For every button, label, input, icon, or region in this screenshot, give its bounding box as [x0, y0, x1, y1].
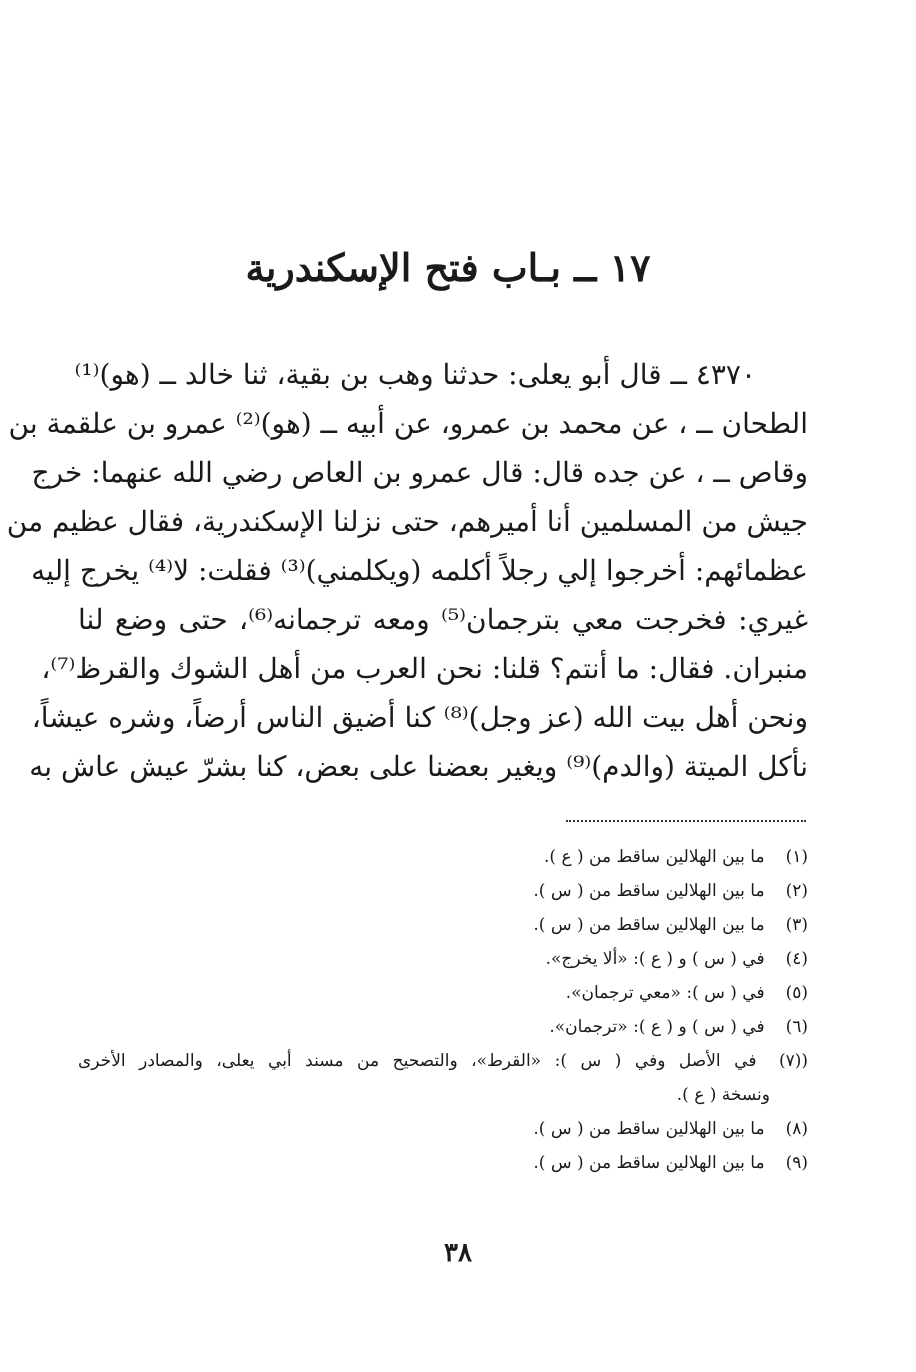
- footnote-item: [78, 908, 808, 942]
- footnote-number: (٤): [785, 949, 808, 969]
- footnote-text: في ( س ) و ( ع ): «ألا يخرج».: [545, 949, 765, 969]
- footnote-item: [78, 840, 808, 874]
- body-line: ونحن أهل بيت الله (عز وجل)⁽⁸⁾ كنا أضيق الناس أرضاً، وشره عيشاً،: [31, 701, 808, 734]
- footnote-number: (٢): [785, 881, 808, 901]
- footnote-number: (٨): [785, 1119, 808, 1139]
- footnote-number: (٦): [785, 1017, 808, 1037]
- body-line: ٤٣٧٠ ــ قال أبو يعلى: حدثنا وهب بن بقية، ثنا خالد ــ (هو)⁽¹⁾: [74, 358, 756, 391]
- body-line: جيش من المسلمين أنا أميرهم، حتى نزلنا الإسكندرية، فقال عظيم من: [6, 505, 808, 538]
- footnote-separator: [566, 820, 806, 822]
- body-line: الطحان ــ ، عن محمد بن عمرو، عن أبيه ــ (هو)⁽²⁾ عمرو بن علقمة بن: [8, 407, 808, 440]
- footnote-item: [78, 942, 808, 976]
- footnote-text: ما بين الهلالين ساقط من ( س ).: [533, 915, 765, 935]
- footnote-item: [78, 1010, 808, 1044]
- footnote-text: ما بين الهلالين ساقط من ( س ).: [533, 1119, 765, 1139]
- footnote-text: ما بين الهلالين ساقط من ( س ).: [533, 1153, 765, 1173]
- footnote-item: [78, 976, 808, 1010]
- page-number: ٣٨: [444, 1238, 472, 1268]
- footnote-number: (١): [785, 847, 808, 867]
- footnote-number: ((٧): [778, 1051, 808, 1071]
- body-line: منبران. فقال: ما أنتم؟ قلنا: نحن العرب من أهل الشوك والقرظ⁽⁷⁾،: [41, 652, 808, 685]
- footnote-item: [78, 874, 808, 908]
- footnote-text: ما بين الهلالين ساقط من ( ع ).: [544, 847, 765, 867]
- footnote-text: في ( س ) و ( ع ): «ترجمان».: [549, 1017, 765, 1037]
- footnote-text: في الأصل وفي ( س ): «القرط»، والتصحيح من مسند أبي يعلى، والمصادر الأخرى: [78, 1051, 757, 1071]
- body-line: نأكل الميتة (والدم)⁽⁹⁾ ويغير بعضنا على بعض، كنا بشرّ عيش عاش به: [29, 750, 808, 783]
- footnotes-section: [78, 840, 808, 1180]
- footnote-number: (٣): [785, 915, 808, 935]
- body-line: غيري: فخرجت معي بترجمان⁽⁵⁾ ومعه ترجمانه⁽⁶⁾، حتى وضع لنا: [78, 603, 808, 636]
- body-line: عظمائهم: أخرجوا إلي رجلاً أكلمه (ويكلمني)⁽³⁾ فقلت: لا⁽⁴⁾ يخرج إليه: [31, 554, 808, 587]
- footnote-text: ونسخة ( ع ).: [676, 1085, 770, 1105]
- footnote-text: ما بين الهلالين ساقط من ( س ).: [533, 881, 765, 901]
- footnote-number: (٩): [785, 1153, 808, 1173]
- hadith-body: [6, 350, 808, 791]
- body-line: وقاص ــ ، عن جده قال: قال عمرو بن العاص رضي الله عنهما: خرج: [31, 456, 808, 489]
- footnote-item: [78, 1112, 808, 1146]
- footnote-item: [78, 1146, 808, 1180]
- footnote-item: [78, 1044, 808, 1078]
- footnote-number: (٥): [785, 983, 808, 1003]
- chapter-title: ١٧ ــ بـاب فتح الإسكندرية: [245, 245, 651, 290]
- footnote-continuation: [78, 1078, 808, 1112]
- footnote-text: في ( س ): «معي ترجمان».: [565, 983, 765, 1003]
